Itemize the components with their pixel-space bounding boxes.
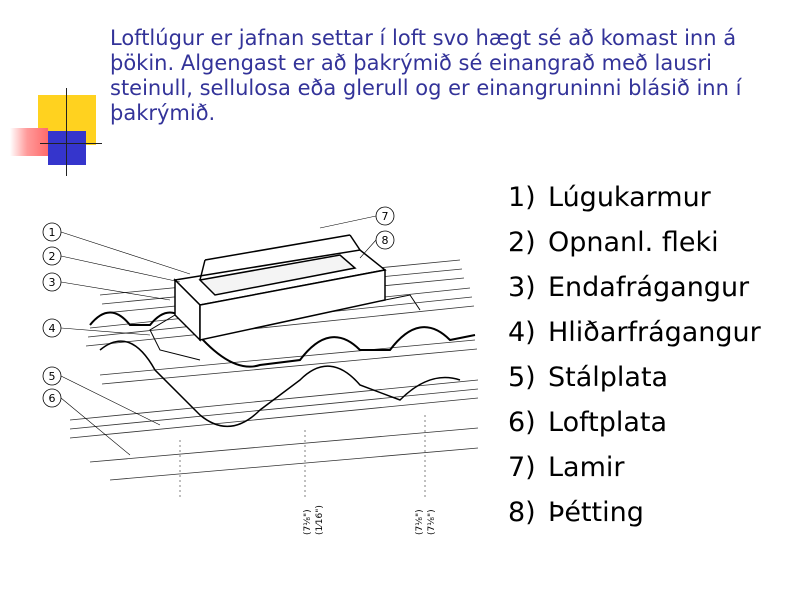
callout-3: 3 xyxy=(48,276,56,289)
parts-list xyxy=(508,178,761,538)
callout-6: 6 xyxy=(48,392,56,405)
dimension-mark-2: (1⁄16") xyxy=(315,505,325,535)
part-label: Lamir xyxy=(548,452,625,483)
callout-2: 2 xyxy=(48,250,56,263)
dimension-lines xyxy=(180,415,425,500)
callout-8: 8 xyxy=(381,234,389,247)
part-number: 7) xyxy=(508,452,536,483)
intro-paragraph: Loftlúgur er jafnan settar í loft svo hægt sé að komast inn á þökin. Algengast er að þakrýmið sé einangrað með lausri steinull, sellulosa eða glerull og er einangruninni blásið inn í þakrýmið. xyxy=(110,26,742,125)
parts-list-item xyxy=(508,403,761,448)
part-label: Þétting xyxy=(548,497,644,528)
part-number: 6) xyxy=(508,407,536,438)
part-number: 4) xyxy=(508,317,536,348)
parts-list-item xyxy=(508,358,761,403)
dimension-mark-4: (7⅛") xyxy=(427,509,437,535)
part-label: Lúgukarmur xyxy=(548,182,711,213)
part-label: Loftplata xyxy=(548,407,668,438)
decorative-blue-square xyxy=(48,131,86,165)
part-label: Hliðarfrágangur xyxy=(548,317,761,348)
parts-list-item xyxy=(508,223,761,268)
part-number: 1) xyxy=(508,182,536,213)
decorative-vertical-line xyxy=(66,88,67,176)
lower-sheet-profile xyxy=(100,341,460,426)
part-label: Stálplata xyxy=(548,362,669,393)
parts-list-item xyxy=(508,268,761,313)
callout-1: 1 xyxy=(48,226,56,239)
hatch-frame xyxy=(175,235,385,340)
decorative-red-square xyxy=(10,128,48,156)
part-label: Endafrágangur xyxy=(548,272,750,303)
dimension-mark-1: (7⅛") xyxy=(303,509,313,535)
part-label: Opnanl. fleki xyxy=(548,227,719,258)
parts-list-item xyxy=(508,493,761,538)
part-number: 8) xyxy=(508,497,536,528)
callout-4: 4 xyxy=(48,322,56,335)
roof-hatch-diagram xyxy=(30,200,480,545)
parts-list-item xyxy=(508,178,761,223)
callout-5: 5 xyxy=(48,370,56,383)
part-number: 3) xyxy=(508,272,536,303)
part-number: 5) xyxy=(508,362,536,393)
decorative-horizontal-line xyxy=(40,143,102,144)
dimension-mark-3: (7⅛") xyxy=(415,509,425,535)
part-number: 2) xyxy=(508,227,536,258)
dimension-marks xyxy=(303,505,437,535)
parts-list-item xyxy=(508,448,761,493)
parts-list-item xyxy=(508,313,761,358)
callout-7: 7 xyxy=(381,210,389,223)
